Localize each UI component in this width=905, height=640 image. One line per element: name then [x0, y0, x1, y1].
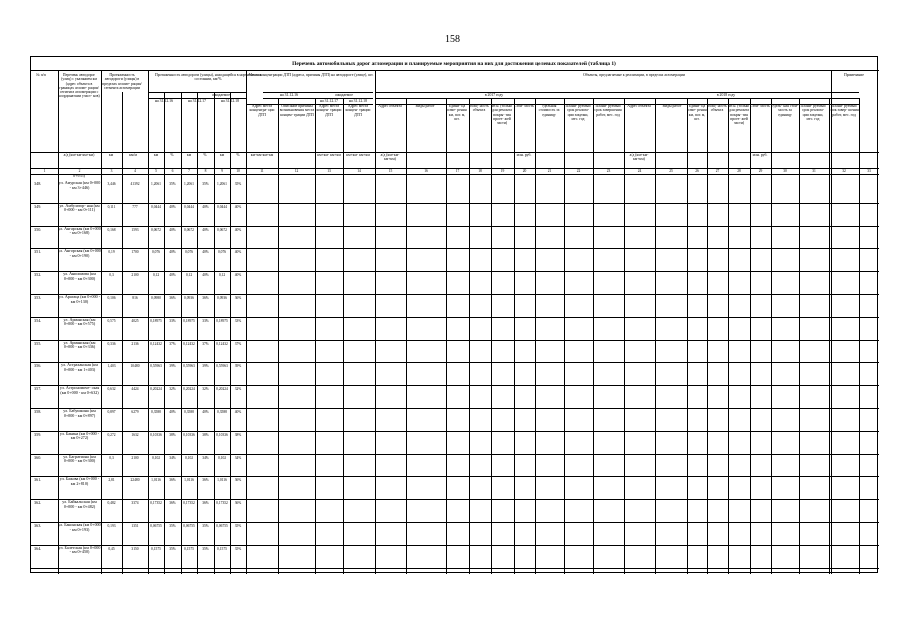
row-length-km: 0,482: [107, 501, 116, 506]
column-number: 21: [547, 169, 552, 173]
row-address: ул. Амурская (км 0+000 - км 3+446): [58, 181, 101, 190]
row-number: 355.: [34, 340, 42, 346]
header-cell: Протяженность автодороги (улицы) в пределах агломе- рации/сегмента агломерации: [102, 73, 142, 90]
row-number: 363.: [34, 523, 42, 528]
column-number: 19: [500, 169, 505, 173]
row-length-m: 2100: [131, 455, 139, 460]
row-norm-2017-pct: 37%: [202, 341, 209, 346]
row-length-km: 0,897: [107, 410, 116, 414]
grid-line: [31, 545, 879, 546]
grid-line: [375, 98, 859, 99]
row-norm-2016-km: 0,0444: [151, 204, 161, 209]
row-norm-2016-pct: 34%: [169, 455, 176, 460]
row-number: 359.: [34, 431, 42, 437]
header-cell: на 31.12.18: [349, 99, 367, 103]
row-norm-2016-pct: 35%: [169, 182, 176, 186]
row-norm-2017-pct: 35%: [202, 182, 209, 186]
grid-line: [31, 294, 879, 295]
header-cell: км: [153, 153, 159, 157]
column-number: 15: [388, 169, 393, 173]
row-length-m: 41392: [130, 182, 140, 186]
column-number: 11: [260, 169, 264, 173]
header-cell: в 2017 году: [484, 93, 504, 97]
grid-line: [31, 499, 879, 500]
row-norm-2018-km: 0,0444: [217, 204, 227, 209]
row-norm-2017-km: 0,55963: [183, 364, 195, 369]
column-number: 5: [155, 169, 157, 173]
row-norm-2017-km: 0,17352: [183, 501, 195, 506]
row-norm-2017-km: 0,10336: [183, 432, 195, 437]
row-norm-2018-pct: 36%: [234, 501, 242, 506]
header-cell: на 31.12.16: [280, 93, 298, 97]
column-number: 23: [606, 169, 611, 173]
row-number: 362.: [34, 500, 42, 506]
row-norm-2016-pct: 40%: [169, 250, 176, 255]
grid-line: [31, 248, 879, 249]
column-number: 13: [327, 169, 331, 173]
row-number: 360.: [34, 454, 42, 460]
row-length-m: 4025: [131, 318, 139, 323]
continuation-text: 0+955): [73, 174, 85, 178]
header-cell: %: [203, 153, 207, 157]
grid-line: [31, 522, 879, 523]
row-length-m: 816: [132, 296, 138, 300]
column-number: 10: [236, 169, 240, 173]
header-cell: № п/п: [36, 73, 46, 77]
row-address: ул. Арагаца (км 0+000 - км 0+130): [58, 295, 101, 304]
column-number: 9: [221, 169, 223, 173]
row-address: ул. Байкальская (км 0+000 - км 0+482): [62, 500, 97, 509]
row-norm-2016-km: 0,12432: [150, 341, 162, 346]
row-length-km: 0,336: [107, 341, 116, 346]
column-number: 29: [758, 169, 763, 173]
row-norm-2016-pct: 40%: [169, 227, 176, 232]
row-norm-2018-pct: 37%: [234, 341, 242, 346]
row-length-m: 1351: [131, 524, 139, 528]
row-address: ул. Амбулатор- ная (км 0+000 - км 0+111): [59, 203, 100, 213]
row-norm-2017-km: 0,06755: [183, 524, 195, 528]
row-norm-2016-km: 0,06755: [150, 524, 162, 528]
row-norm-2018-pct: 32%: [234, 387, 242, 392]
grid-line: [31, 385, 879, 386]
row-length-m: 22480: [130, 478, 140, 483]
header-cell: км: [186, 153, 192, 157]
header-cell: а/д (км+км- км+км): [629, 153, 649, 162]
row-norm-2018-km: 0,12432: [216, 341, 228, 346]
row-norm-2017-pct: 35%: [202, 546, 209, 551]
row-norm-2016-pct: 35%: [169, 546, 176, 551]
row-norm-2017-pct: 40%: [202, 250, 209, 255]
row-norm-2018-km: 0,10336: [216, 432, 228, 437]
grid-line: [31, 226, 879, 227]
column-number: 8: [204, 169, 207, 173]
row-norm-2017-pct: 40%: [202, 227, 209, 232]
row-length-km: 0,45: [108, 546, 115, 551]
header-cell: Адрес места концентра- ции ДТП: [249, 104, 275, 117]
row-number: 357.: [34, 386, 42, 392]
row-norm-2016-km: 0,12: [152, 273, 160, 278]
header-cell: Протяженность автодороги (улицы), находящейся в нормативном состоянии, км/%: [155, 73, 261, 82]
column-number: 18: [478, 169, 482, 173]
row-length-km: 2,81: [108, 478, 115, 483]
row-norm-2016-pct: 36%: [169, 478, 176, 483]
row-length-km: 0,106: [107, 296, 116, 300]
column-number: 31: [812, 169, 816, 173]
row-number: 354.: [34, 317, 42, 323]
row-address: ул. Армянская (км 0+000 - км 0+336): [63, 340, 96, 350]
row-norm-2018-km: 0,1575: [217, 546, 227, 551]
row-norm-2018-pct: 39%: [234, 364, 242, 369]
header-cell: ожидаемое: [212, 93, 230, 97]
row-norm-2017-pct: 32%: [202, 387, 209, 392]
header-cell: Плани- руемый срок реализа- ции закупки, мес. год: [800, 104, 826, 121]
row-number: 358.: [34, 409, 42, 414]
row-norm-2016-pct: 37%: [169, 341, 176, 346]
row-norm-2016-pct: 40%: [169, 273, 176, 278]
row-norm-2016-km: 0,10336: [150, 432, 162, 437]
row-number: 348.: [34, 181, 42, 186]
row-norm-2016-km: 0,17352: [150, 501, 162, 506]
row-norm-2018-km: 0,18975: [216, 318, 228, 323]
row-norm-2017-km: 0,0672: [184, 227, 194, 232]
row-norm-2017-km: 1,2061: [184, 182, 194, 186]
row-norm-2017-km: 0,20224: [183, 387, 195, 392]
header-cell: Виды работ: [662, 104, 682, 108]
column-number: 16: [424, 169, 428, 173]
grid-line: [31, 476, 879, 477]
page-number: 158: [445, 34, 460, 45]
row-norm-2018-km: 0,20224: [216, 387, 228, 392]
header-cell: Стои- мость: [750, 104, 770, 108]
row-norm-2017-km: 0,3588: [184, 410, 194, 414]
row-length-m: 1632: [131, 432, 139, 437]
header-cell: км: [219, 153, 225, 157]
row-norm-2017-pct: 40%: [202, 410, 209, 414]
row-number: 356.: [34, 363, 42, 369]
header-cell: Адрес объекта: [627, 104, 651, 108]
header-cell: Перечень автодорог (улиц) с указанием км (адрес объекта в границах агломе- рации/сегмента агломерации с координатами участ- ков): [58, 73, 100, 99]
header-cell: Адрес места концен- трации ДТП: [316, 104, 342, 117]
row-length-km: 0,3: [109, 455, 114, 460]
row-norm-2018-km: 0,12: [218, 273, 226, 278]
column-number: 3: [110, 169, 113, 173]
row-norm-2017-km: 0,076: [184, 250, 194, 255]
row-norm-2018-pct: 38%: [234, 432, 242, 437]
row-norm-2017-km: 0,0936: [184, 296, 194, 300]
row-norm-2016-pct: 33%: [169, 318, 176, 323]
column-number: 4: [134, 169, 136, 173]
column-number: 24: [637, 169, 642, 173]
column-number: 1: [43, 169, 46, 173]
row-address: ул. Бажова (км 0+000 - км 2+810): [59, 477, 100, 486]
column-number: 17: [455, 169, 460, 173]
row-norm-2016-km: 1,0116: [151, 478, 161, 483]
column-number: 32: [842, 169, 846, 173]
row-norm-2018-pct: 35%: [234, 524, 242, 528]
row-norm-2016-pct: 36%: [169, 501, 176, 506]
row-norm-2017-pct: 36%: [202, 296, 209, 300]
grid-line: [31, 362, 879, 363]
row-norm-2016-pct: 40%: [169, 410, 176, 414]
row-number: 350.: [34, 226, 42, 232]
header-cell: на 31.12.17: [320, 99, 338, 103]
header-cell: на 31.12.17: [188, 99, 206, 103]
row-norm-2018-km: 0,06755: [216, 524, 228, 528]
row-number: 361.: [34, 477, 42, 483]
header-cell: млн. руб.: [516, 153, 532, 157]
row-norm-2017-pct: 39%: [202, 364, 209, 369]
row-length-m: 3150: [131, 546, 139, 551]
header-cell: из н. (только для ремонта покры- тия проез- жей части): [728, 104, 750, 126]
header-cell: %: [236, 153, 240, 157]
row-norm-2018-pct: 34%: [234, 455, 242, 460]
header-cell: из н. (только для ремонта покры- тия проез- жей части): [491, 104, 513, 126]
row-norm-2018-km: 1,2061: [217, 182, 227, 186]
header-cell: а/д (км+км-км+км): [63, 153, 95, 157]
row-norm-2017-km: 0,12432: [183, 341, 195, 346]
row-norm-2016-km: 0,55963: [150, 364, 162, 369]
row-norm-2017-pct: 33%: [202, 318, 209, 323]
row-norm-2018-pct: 35%: [234, 182, 242, 186]
row-length-km: 1,403: [107, 364, 116, 369]
row-address: ул. Бабушкина (км 0+000 - км 0+897): [63, 409, 96, 418]
header-cell: Удельная стоимость за единицу: [538, 104, 560, 117]
row-length-km: 0,111: [107, 204, 116, 209]
row-number: 349.: [34, 203, 42, 209]
row-length-m: 2100: [131, 273, 139, 278]
header-cell: км/м: [129, 153, 137, 157]
row-length-m: 10480: [130, 364, 140, 369]
row-norm-2018-pct: 36%: [234, 478, 242, 483]
row-norm-2017-pct: 40%: [202, 273, 209, 278]
row-length-km: 0,3: [109, 273, 114, 278]
header-cell: км: [108, 153, 114, 157]
grid-line: [31, 408, 879, 409]
grid-line: [31, 271, 879, 272]
grid-line: [375, 92, 859, 93]
grid-line: [31, 203, 879, 204]
row-norm-2017-pct: 34%: [202, 455, 209, 460]
row-norm-2016-km: 0,102: [151, 455, 161, 460]
row-norm-2017-km: 0,1575: [184, 546, 194, 551]
header-cell: Едини- ца изме- рения км, пог. м, шт.: [447, 104, 467, 121]
row-norm-2016-pct: 40%: [169, 204, 176, 209]
header-cell: км+км- км+км: [346, 153, 370, 157]
row-norm-2016-km: 0,18975: [150, 318, 162, 323]
row-norm-2018-pct: 40%: [234, 204, 242, 209]
row-length-km: 0,168: [107, 227, 116, 232]
row-norm-2018-km: 0,17352: [216, 501, 228, 506]
header-cell: Едини- ца изме- рения км, пог. м, шт.: [687, 104, 707, 121]
row-norm-2018-km: 0,55963: [216, 364, 228, 369]
row-norm-2017-pct: 36%: [202, 501, 209, 506]
row-norm-2018-km: 0,102: [217, 455, 227, 460]
row-address: ул. Астраханская (км 0+000 - км 1+403): [61, 363, 98, 372]
header-cell: Примечание: [843, 73, 864, 77]
header-cell: Описание причины возникновения места концен- трации ДТП: [279, 104, 315, 117]
header-cell: Места концентрации ДТП (адреса, причины ДТП) на автодороге (улице), шт.: [248, 73, 374, 77]
row-norm-2018-pct: 36%: [234, 296, 242, 300]
column-number: 22: [576, 169, 581, 173]
row-norm-2018-km: 1,0116: [217, 478, 227, 483]
row-address: ул. Астрономиче- ская (км 0+000 - км 0+632): [59, 386, 100, 395]
grid-line: [31, 174, 879, 175]
column-number: 20: [522, 169, 527, 173]
column-number: 14: [357, 169, 361, 173]
column-number: 30: [783, 169, 787, 173]
row-norm-2018-km: 0,076: [217, 250, 227, 255]
header-cell: Виды работ: [415, 104, 435, 108]
row-norm-2016-pct: 36%: [169, 296, 176, 300]
row-address: ул. Анисимова (км 0+000 - км 0+300): [63, 272, 96, 281]
row-length-m: 777: [132, 204, 138, 209]
row-number: 351.: [34, 249, 42, 255]
row-norm-2016-pct: 35%: [169, 524, 176, 528]
row-norm-2016-km: 0,0980: [151, 296, 161, 300]
row-address: ул. Ангорская (км 0+000 - км 0+190): [58, 249, 101, 258]
row-norm-2018-pct: 40%: [234, 227, 242, 232]
row-length-km: 0,193: [107, 524, 116, 528]
row-norm-2018-km: 0,3588: [217, 410, 227, 414]
row-norm-2016-km: 0,1575: [151, 546, 161, 551]
row-number: 364.: [34, 545, 42, 551]
header-cell: ожидаемое: [335, 93, 353, 97]
column-number: 28: [737, 169, 741, 173]
row-address: ул. Балетская (км 0+000 - км 0+450): [58, 545, 101, 555]
row-norm-2017-pct: 36%: [202, 478, 209, 483]
header-cell: а/д (км+км-км+км): [380, 153, 400, 162]
grid-line: [31, 70, 879, 71]
row-length-km: 0,19: [108, 250, 115, 255]
row-norm-2016-km: 0,076: [151, 250, 161, 255]
row-address: ул. Бакина (км 0+000 - км 0+272): [59, 431, 100, 441]
header-cell: Плани- руемый срок завершения работ, мес. год: [594, 104, 622, 117]
header-cell: Адрес объекта: [378, 104, 402, 108]
row-length-m: 6279: [131, 410, 139, 414]
row-norm-2016-pct: 32%: [169, 387, 176, 392]
row-norm-2017-pct: 40%: [202, 204, 209, 209]
column-number: 33: [867, 169, 871, 173]
header-cell: Плани- руемый срок завер- шения работ, мес. год: [829, 104, 859, 117]
column-number: 6: [171, 169, 174, 173]
column-number: 2: [78, 169, 81, 173]
row-norm-2017-pct: 38%: [202, 432, 209, 437]
header-cell: Мощ- ность объекта: [469, 104, 489, 113]
header-cell: на 31.12.18: [221, 99, 239, 103]
row-address: ул. Ангарская (км 0+000 - км 0+168): [58, 226, 101, 236]
header-cell: млн. руб.: [752, 153, 768, 157]
row-length-km: 0,575: [107, 318, 116, 323]
row-length-km: 3,446: [107, 182, 116, 186]
row-address: ул. Арманская (км 0+000 - км 0+575): [63, 317, 96, 327]
row-norm-2018-pct: 40%: [234, 410, 242, 414]
row-norm-2016-km: 0,20224: [150, 387, 162, 392]
header-cell: Объекты, предлагаемые к реализации, в пределах агломерации: [583, 73, 685, 77]
row-norm-2016-km: 0,3588: [151, 410, 161, 414]
header-cell: Стои- мость: [514, 104, 534, 108]
header-cell: км+км-км+км: [250, 153, 274, 157]
header-cell: Мощ- ность объекта: [707, 104, 727, 113]
table-title: Перечень автомобильных дорог агломерации и планируемые мероприятия на них для достижения целевых показателей (таблица 1): [292, 61, 616, 67]
row-norm-2018-pct: 40%: [234, 250, 242, 255]
row-norm-2017-km: 0,102: [184, 455, 194, 460]
row-norm-2016-km: 0,0672: [151, 227, 161, 232]
row-length-m: 1593: [131, 227, 139, 232]
header-cell: км+км- км+км: [317, 153, 341, 157]
row-length-m: 3374: [131, 501, 139, 506]
row-address: ул. Багратиона (км 0+000 - км 0+300): [63, 454, 96, 464]
row-number: 353.: [34, 295, 42, 300]
row-length-m: 1700: [131, 250, 139, 255]
column-number: 26: [695, 169, 699, 173]
header-cell: на 31.12.16: [155, 99, 173, 103]
row-norm-2016-pct: 38%: [169, 432, 176, 437]
row-norm-2016-pct: 39%: [169, 364, 176, 369]
row-norm-2018-pct: 40%: [234, 273, 242, 278]
header-cell: Плани- руемый срок реализа- ции закупки, мес. год: [565, 104, 591, 121]
row-length-m: 4424: [131, 387, 139, 392]
grid-line: [31, 568, 879, 569]
header-cell: Удель- ная стои- мость за единицу: [771, 104, 799, 117]
row-norm-2018-km: 0,0672: [217, 227, 227, 232]
header-cell: Адрес места концен- трации ДТП: [345, 104, 371, 117]
grid-line: [31, 431, 879, 432]
row-norm-2017-pct: 35%: [202, 524, 209, 528]
row-length-km: 0,272: [107, 432, 116, 437]
row-address: ул. Бакинская (км 0+000 - км 0+193): [58, 523, 101, 532]
grid-line: [31, 454, 879, 455]
row-norm-2018-km: 0,0936: [217, 296, 227, 300]
row-norm-2016-km: 1,2061: [151, 182, 161, 186]
row-norm-2017-km: 0,0444: [184, 204, 194, 209]
row-number: 352.: [34, 272, 42, 278]
header-cell: %: [170, 153, 174, 157]
row-length-km: 0,632: [107, 387, 116, 392]
row-length-m: 2136: [131, 341, 139, 346]
row-norm-2017-km: 1,0116: [184, 478, 194, 483]
column-number: 27: [715, 169, 720, 173]
header-cell: в 2018 году: [716, 93, 736, 97]
row-norm-2017-km: 0,12: [185, 273, 193, 278]
row-norm-2018-pct: 35%: [234, 546, 242, 551]
column-number: 25: [669, 169, 673, 173]
grid-line: [31, 317, 879, 318]
roads-table: [30, 56, 878, 573]
row-norm-2017-km: 0,18975: [183, 318, 195, 323]
column-number: 12: [294, 169, 299, 173]
grid-line: [31, 340, 879, 341]
row-norm-2018-pct: 33%: [234, 318, 242, 323]
column-number: 7: [188, 169, 190, 173]
